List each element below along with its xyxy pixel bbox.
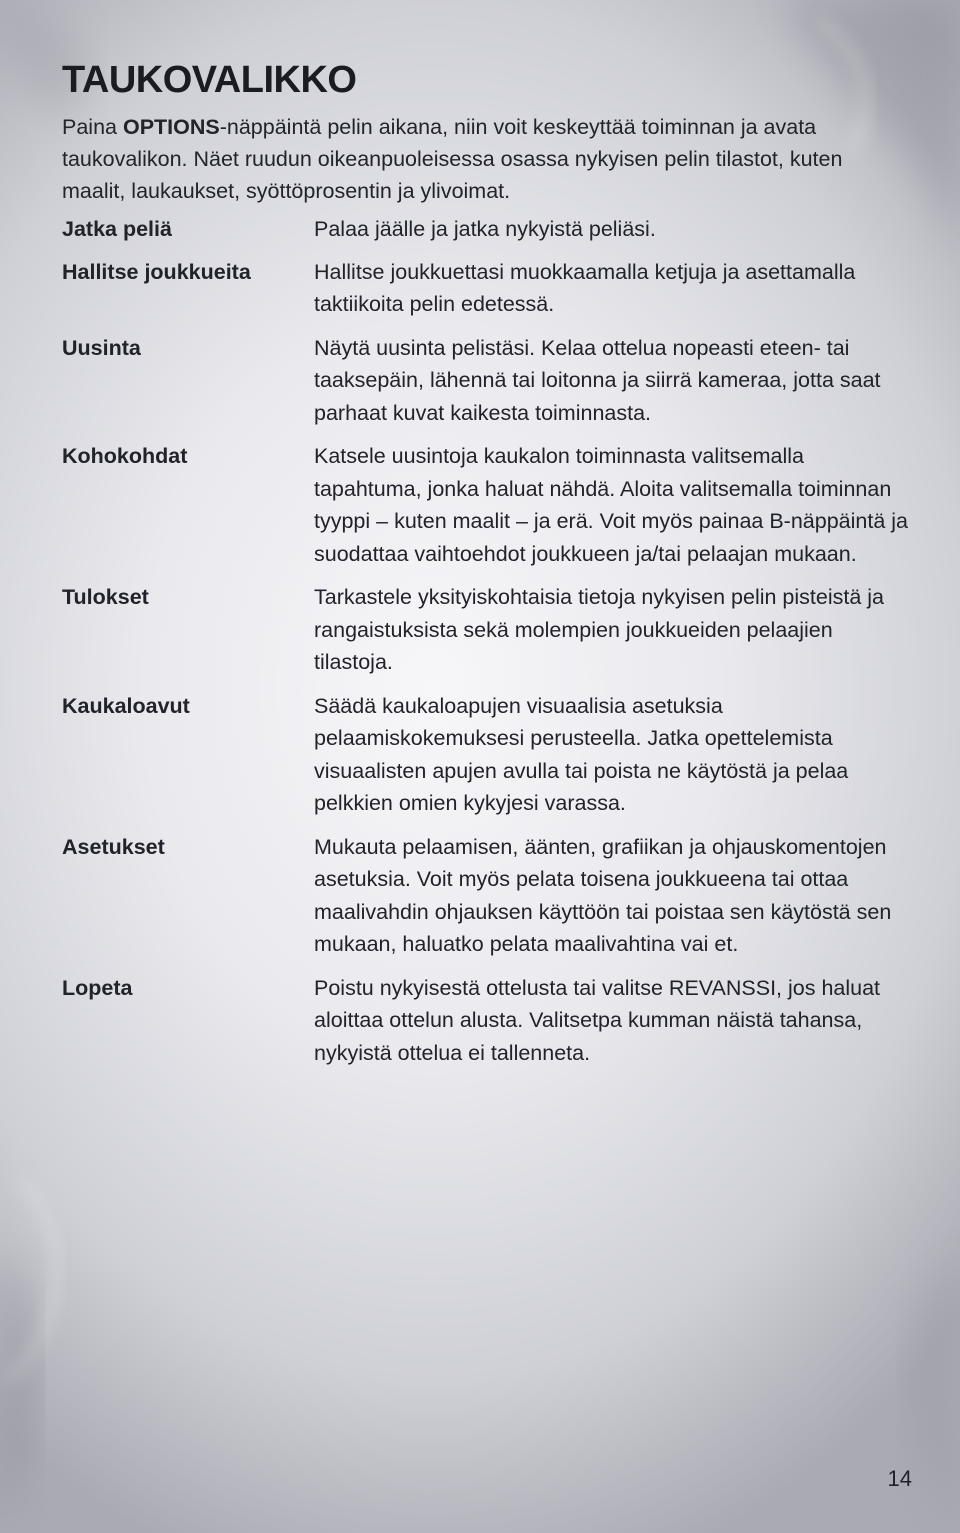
- menu-item-kohokohdat: [62, 440, 912, 570]
- menu-item-description: Katsele uusintoja kaukalon toiminnasta valitsemalla tapahtuma, jonka haluat nähdä. Aloita valitsemalla toiminnan tyyppi – kuten maalit – ja erä. Voit myös painaa B-näppäintä ja suodattaa vaihtoehdot joukkueen ja/tai pelaajan mukaan.: [314, 444, 908, 566]
- menu-item-lopeta: [62, 972, 912, 1070]
- menu-item-jatka-pelia: [62, 213, 912, 246]
- options-key-label: OPTIONS: [122, 115, 220, 139]
- menu-item-term: Hallitse joukkueita: [62, 259, 251, 284]
- menu-item-description: Säädä kaukaloapujen visuaalisia asetuksia pelaamiskokemuksesi perusteella. Jatka opettelemista visuaalisten apujen avulla tai poista ne käytöstä ja pelaa pelkkien omien kykyjesi varassa.: [314, 693, 849, 815]
- menu-item-term: Tulokset: [62, 585, 149, 609]
- menu-item-description: Hallitse joukkuettasi muokkaamalla ketjuja ja asettamalla taktiikoita pelin edetessä.: [314, 259, 856, 316]
- menu-item-hallitse-joukkueita: [62, 256, 912, 321]
- menu-item-kaukaloavut: [62, 690, 912, 820]
- menu-item-description: Mukauta pelaamisen, äänten, grafiikan ja ohjauskomentojen asetuksia. Voit myös pelata toisena joukkueena tai ottaa maalivahdin ohjauksen käyttöön tai poistaa sen käytöstä sen mukaan, haluatko pelata maalivahtina vai et.: [314, 834, 892, 956]
- page-content: [62, 55, 912, 1080]
- page-title: TAUKOVALIKKO: [62, 59, 357, 101]
- menu-item-term: Lopeta: [62, 975, 133, 1000]
- menu-item-uusinta: [62, 332, 912, 430]
- menu-item-term: Kaukaloavut: [62, 693, 190, 718]
- menu-item-description: Näytä uusinta pelistäsi. Kelaa ottelua nopeasti eteen- tai taaksepäin, lähennä tai loitonna ja siirrä kameraa, jotta saat parhaat kuvat kaikesta toiminnasta.: [314, 335, 881, 425]
- menu-item-description: Palaa jäälle ja jatka nykyistä peliäsi.: [314, 217, 656, 241]
- page-number: 14: [887, 1466, 912, 1491]
- menu-item-term: Asetukset: [62, 834, 165, 859]
- menu-item-asetukset: [62, 831, 912, 961]
- menu-item-tulokset: [62, 581, 912, 679]
- menu-item-term: Uusinta: [62, 335, 141, 360]
- menu-item-description: Tarkastele yksityiskohtaisia tietoja nykyisen pelin pisteistä ja rangaistuksista sekä molempien joukkueiden pelaajien tilastoja.: [314, 585, 885, 674]
- intro-paragraph: [62, 111, 907, 207]
- intro-text: -näppäintä pelin aikana, niin voit keskeyttää toiminnan ja avata taukovalikon. Näet ruudun oikeanpuoleisessa osassa nykyisen pelin tilastot, kuten maalit, laukaukset, syöttöprosentin ja ylivoimat.: [62, 115, 843, 203]
- pause-menu-list: [62, 213, 912, 1069]
- menu-item-description: Poistu nykyisestä ottelusta tai valitse REVANSSI, jos haluat aloittaa ottelun alusta. Valitsetpa kumman näistä tahansa, nykyistä ottelua ei tallenneta.: [314, 975, 881, 1065]
- intro-prefix: Paina: [62, 115, 123, 139]
- menu-item-term: Jatka peliä: [62, 217, 172, 241]
- menu-item-term: Kohokohdat: [62, 444, 188, 468]
